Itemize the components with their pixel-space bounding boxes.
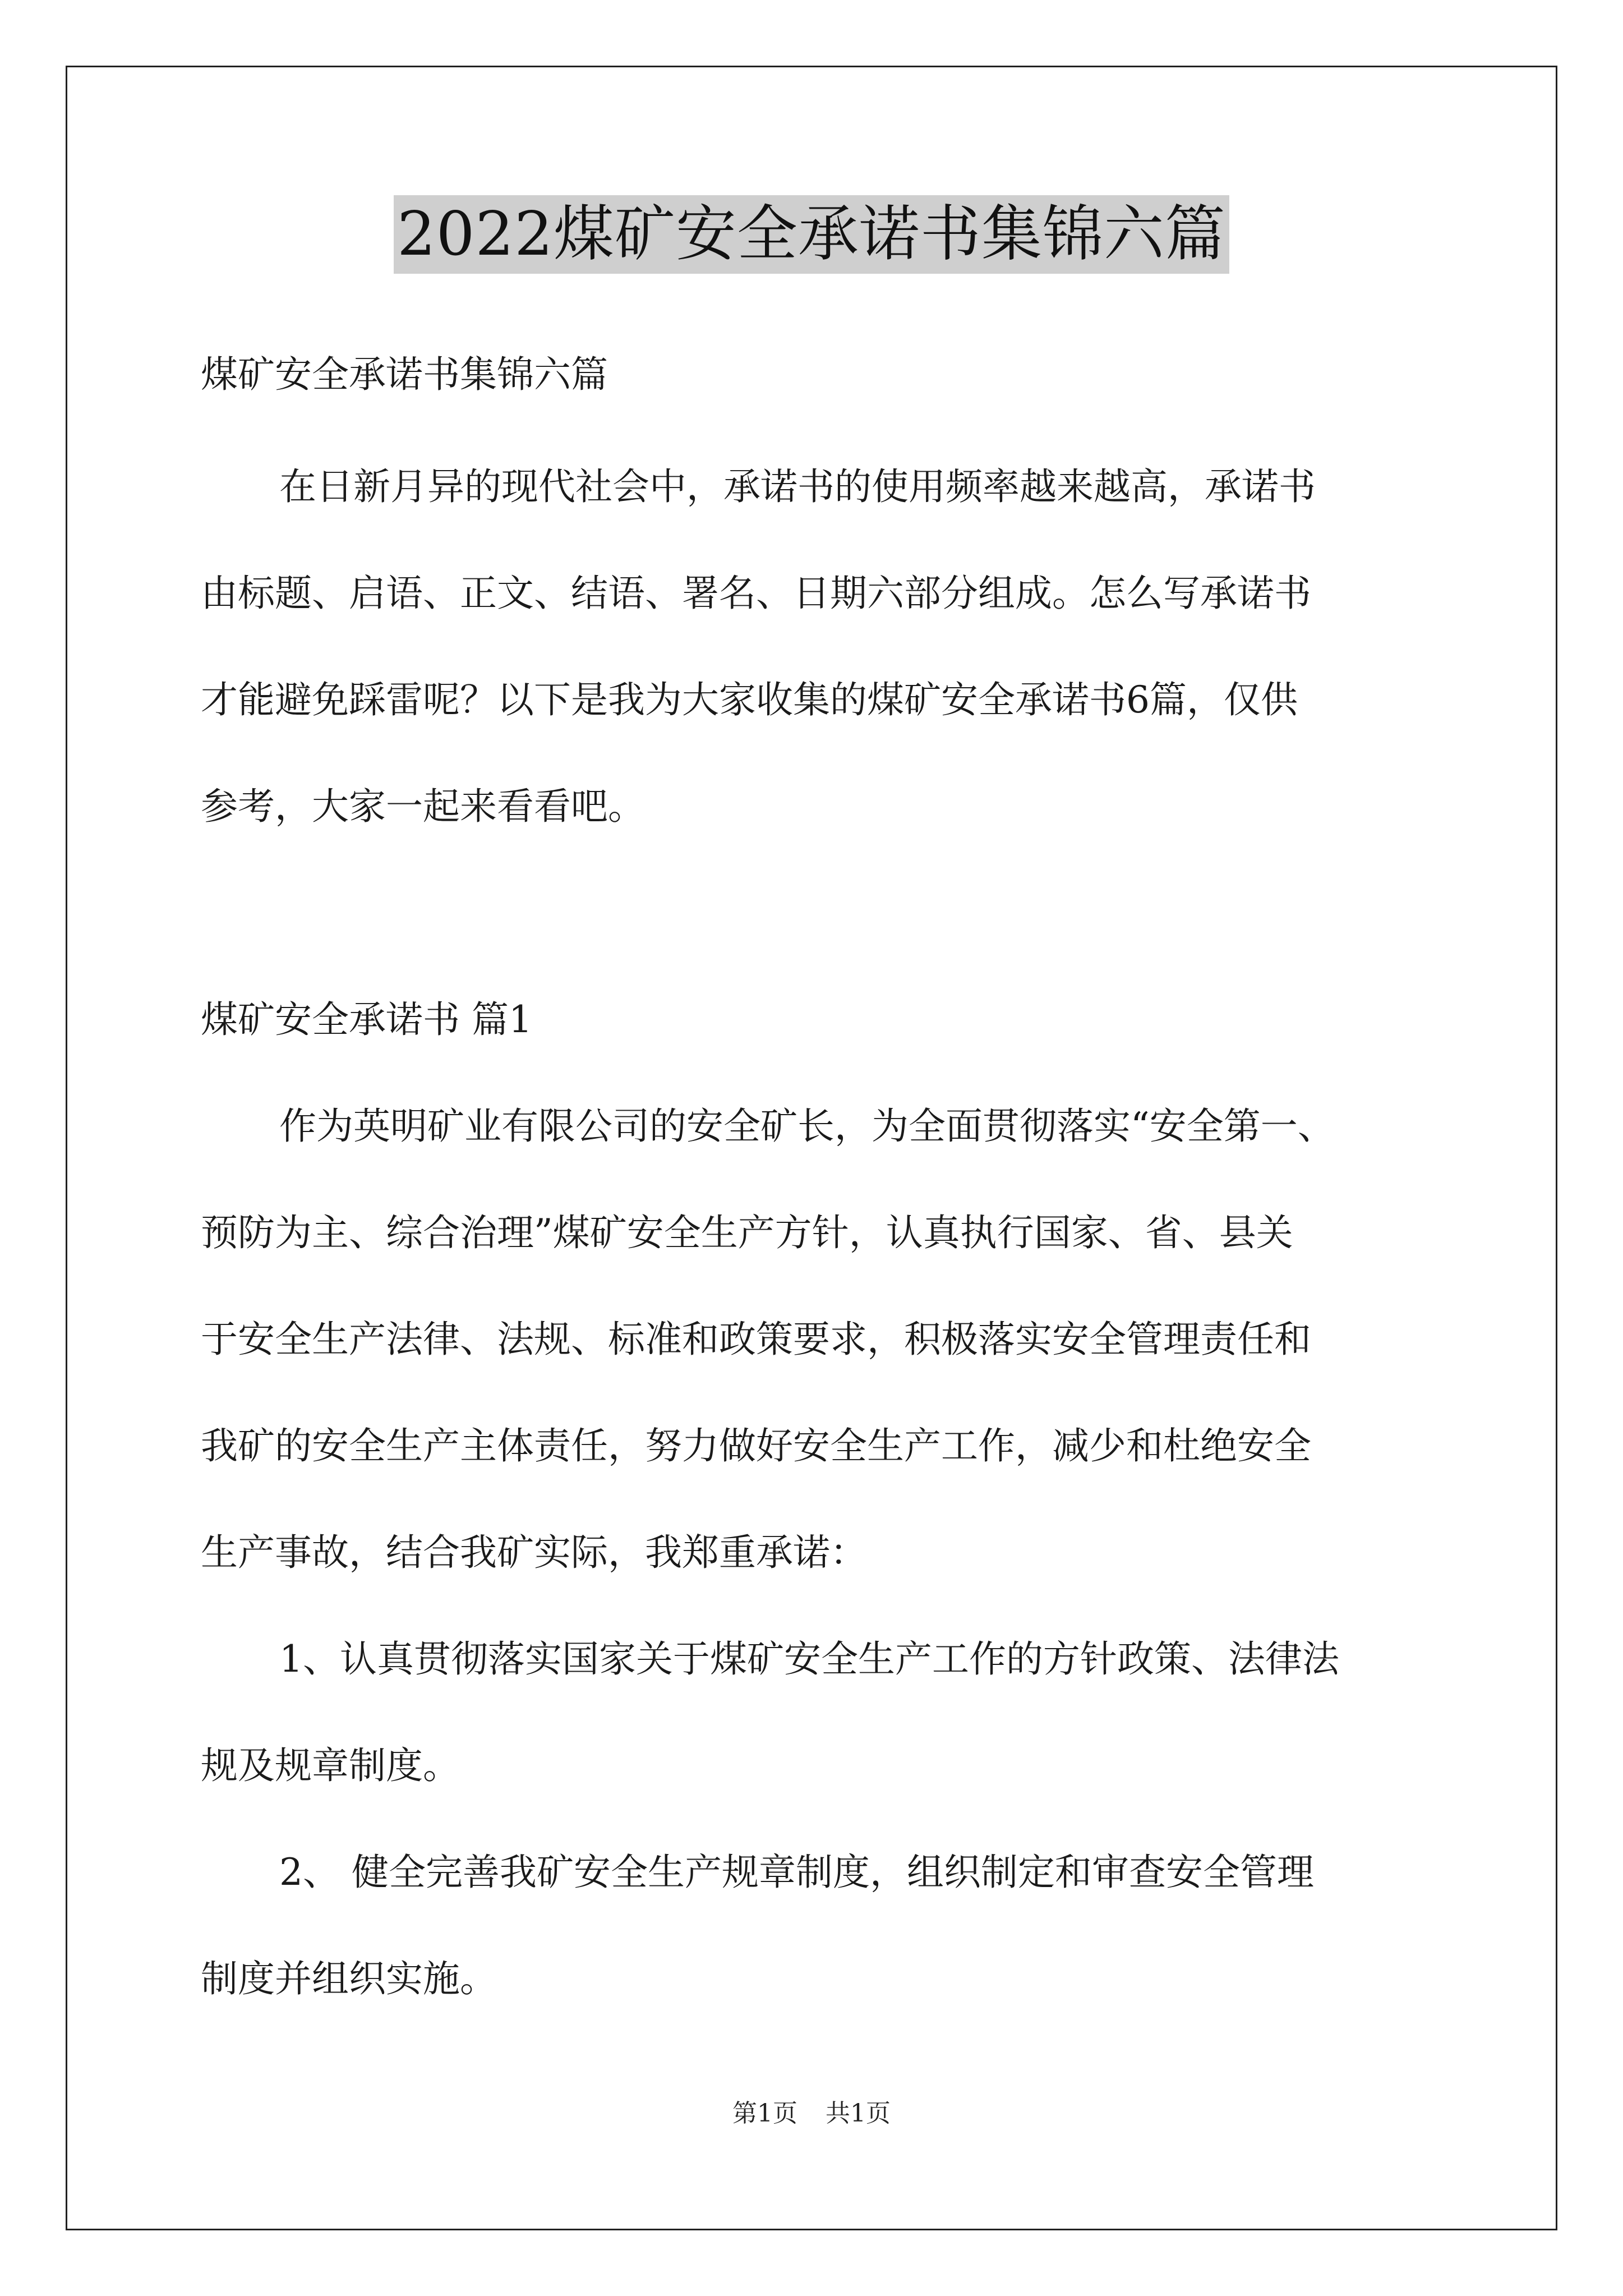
item-1-line-2: 规及规章制度。 bbox=[201, 1744, 460, 1787]
document-title: 2022煤矿安全承诺书集锦六篇 bbox=[394, 195, 1229, 274]
intro-line-4: 参考，大家一起来看看吧。 bbox=[201, 785, 645, 828]
body-line-5: 生产事故，结合我矿实际，我郑重承诺： bbox=[201, 1531, 867, 1574]
intro-line-2: 由标题、启语、正文、结语、署名、日期六部分组成。怎么写承诺书 bbox=[201, 572, 1311, 615]
page-number: 第1页 bbox=[732, 2099, 797, 2128]
body-line-4: 我矿的安全生产主体责任，努力做好安全生产工作，减少和杜绝安全 bbox=[201, 1424, 1311, 1467]
intro-line-3: 才能避免踩雷呢？以下是我为大家收集的煤矿安全承诺书6篇，仅供 bbox=[201, 678, 1298, 721]
intro-line-1: 在日新月异的现代社会中，承诺书的使用频率越来越高，承诺书 bbox=[279, 465, 1316, 508]
subtitle-line: 煤矿安全承诺书集锦六篇 bbox=[201, 353, 608, 396]
page-total: 共1页 bbox=[826, 2099, 891, 2128]
item-2-line-1: 2、 健全完善我矿安全生产规章制度，组织制定和审查安全管理 bbox=[279, 1851, 1314, 1894]
item-1-line-1: 1、认真贯彻落实国家关于煤矿安全生产工作的方针政策、法律法 bbox=[279, 1637, 1339, 1681]
body-line-2: 预防为主、综合治理”煤矿安全生产方针，认真执行国家、省、县关 bbox=[201, 1211, 1293, 1254]
body-line-3: 于安全生产法律、法规、标准和政策要求，积极落实安全管理责任和 bbox=[201, 1318, 1311, 1361]
page-footer bbox=[0, 2098, 1623, 2129]
title-container bbox=[0, 195, 1623, 274]
item-2-line-2: 制度并组织实施。 bbox=[201, 1957, 497, 2000]
body-line-1: 作为英明矿业有限公司的安全矿长，为全面贯彻落实“安全第一、 bbox=[279, 1105, 1335, 1148]
section-heading: 煤矿安全承诺书 篇1 bbox=[201, 998, 532, 1041]
